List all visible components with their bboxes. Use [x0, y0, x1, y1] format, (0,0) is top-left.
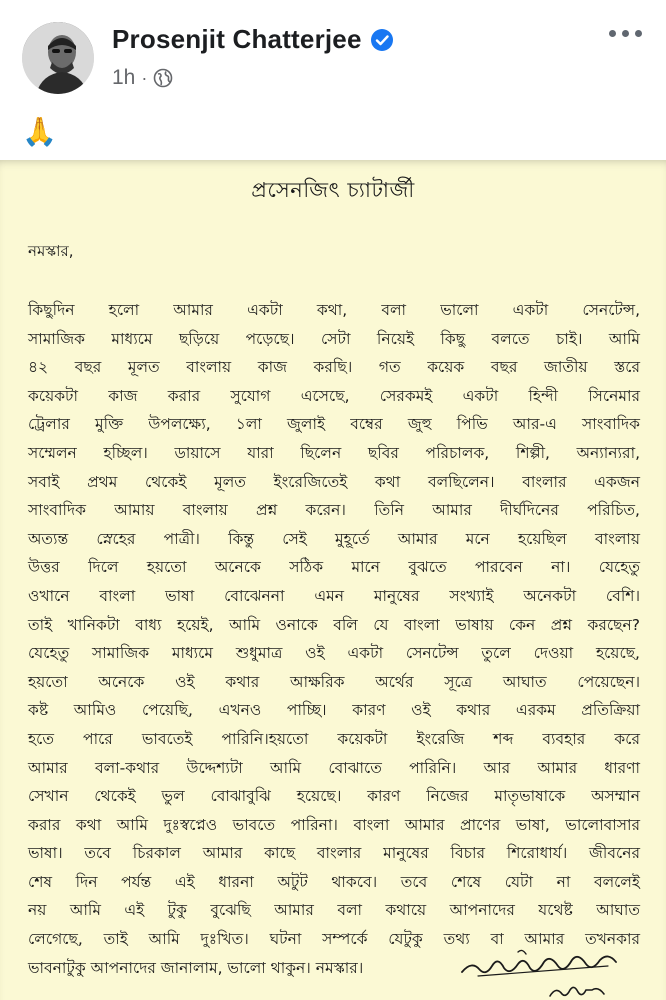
letter-line: কয়েকটা কাজ করার সুযোগ এসেছে, সেরকমই একটা হিন্দী সিনেমার [28, 386, 640, 405]
letterhead: প্রসেনজিৎ চ্যাটার্জী [251, 178, 415, 202]
letter-image [0, 160, 666, 1000]
letter-body [28, 296, 640, 982]
post-meta [112, 66, 173, 90]
letter-line: ট্রেলার মুক্তি উপলক্ষ্যে, ১লা জুলাই বম্বের জুহু পিভি আর-এ সাংবাদিক [28, 415, 640, 434]
letter-line: উত্তর দিলে হয়তো অনেকে সঠিক মানে বুঝতে পারবেন না। যেহেতু [28, 558, 640, 577]
globe-icon[interactable] [153, 68, 173, 88]
letter-line: সেখান থেকেই ভুল বোঝাবুঝি হয়েছে। কারণ নিজের মাতৃভাষাকে অসম্মান [28, 787, 640, 806]
avatar[interactable] [22, 22, 94, 94]
letter-line: কষ্ট আমিও পেয়েছি, এখনও পাচ্ছি। কারণ ওই কথার এরকম প্রতিক্রিয়া [28, 701, 640, 720]
letter-line: শেষ দিন পর্যন্ত এই ধারনা অটুট থাকবে। তবে শেষে যেটা না বললেই [28, 872, 640, 891]
letter-salutation: নমস্কার, [28, 242, 74, 260]
avatar-portrait-icon [22, 22, 94, 94]
letter-line: তাই খানিকটা বাধ্য হয়েই, আমি ওনাকে বলি যে বাংলা ভাষায় কেন প্রশ্ন করছেন? [28, 615, 640, 634]
post-header [0, 0, 666, 160]
letter-line: অত্যন্ত স্নেহের পাত্রী। কিন্তু সেই মুহূর্তে আমার মনে হয়েছিল বাংলায় [28, 529, 640, 548]
more-options-icon[interactable] [609, 30, 642, 37]
letter-line: আমার বলা-কথার উদ্দেশ্যটা আমি বোঝাতে পারিনি। আর আমার ধারণা [28, 758, 640, 777]
letter-line: সামাজিক মাধ্যমে ছড়িয়ে পড়েছে। সেটা নিয়েই কিছু বলতে চাই। আমি [28, 329, 640, 348]
letter-line: ওখানে বাংলা ভাষা বোঝেননা এমন মানুষের সংখ্যাই অনেকটা বেশি। [28, 586, 640, 605]
letter-line: ভাবনাটুকু আপনাদের জানালাম, ভালো থাকুন। নমস্কার। [28, 958, 364, 977]
letter-line: নয় আমি এই টুকু বুঝেছি আমার বলা কথায়ে আপনাদের যথেষ্ট আঘাত [28, 901, 640, 920]
author-row [112, 24, 394, 55]
post-text-emoji: 🙏 [22, 115, 57, 148]
author-name[interactable]: Prosenjit Chatterjee [112, 24, 362, 54]
more-dot [622, 30, 629, 37]
letter-line: করার কথা আমি দুঃস্বপ্নেও ভাবতে পারিনা। বাংলা আমার প্রাণের ভাষা, ভালোবাসার [28, 815, 640, 834]
more-dot [635, 30, 642, 37]
verified-badge-icon [370, 28, 394, 52]
letter-line: কিছুদিন হলো আমার একটা কথা, বলা ভালো একটা সেনটেন্স, [28, 301, 640, 319]
more-dot [609, 30, 616, 37]
letter-line: ৪২ বছর মূলত বাংলায় কাজ করছি। গত কয়েক বছর জাতীয় স্তরে [28, 358, 640, 377]
letter-line: সম্মেলন হচ্ছিল। ডায়াসে যারা ছিলেন ছবির পরিচালক, শিল্পী, অন্যান্যরা, [28, 443, 640, 462]
letter-line: লেগেছে, তাই আমি দুঃখিত। ঘটনা সম্পর্কে যেটুকু তথ্য বা আমার তখনকার [28, 930, 640, 949]
handwritten-signature [458, 946, 628, 986]
post-time[interactable]: 1h [112, 66, 136, 89]
signature-name-partial [548, 982, 608, 1000]
letter-line: হয়তো অনেকে ওই কথার আক্ষরিক অর্থের সূত্রে আঘাত পেয়েছেন। [28, 672, 640, 691]
letter-line: হতে পারে ভাবতেই পারিনি।হয়তো কয়েকটা ইংরেজি শব্দ ব্যবহার করে [28, 729, 640, 748]
letter-line: সবাই প্রথম থেকেই মূলত ইংরেজিতেই কথা বলছিলেন। বাংলার একজন [28, 472, 640, 491]
meta-separator: · [141, 67, 148, 88]
letter-line: যেহেতু সামাজিক মাধ্যমে শুধুমাত্র ওই একটা সেনটেন্স তুলে দেওয়া হয়েছে, [28, 644, 640, 663]
letter-line: ভাষা। তবে চিরকাল আমার কাছে বাংলার মানুষের বিচার শিরোধার্য। জীবনের [28, 844, 640, 863]
letter-line: সাংবাদিক আমায় বাংলায় প্রশ্ন করেন। তিনি আমার দীর্ঘদিনের পরিচিত, [28, 501, 640, 520]
